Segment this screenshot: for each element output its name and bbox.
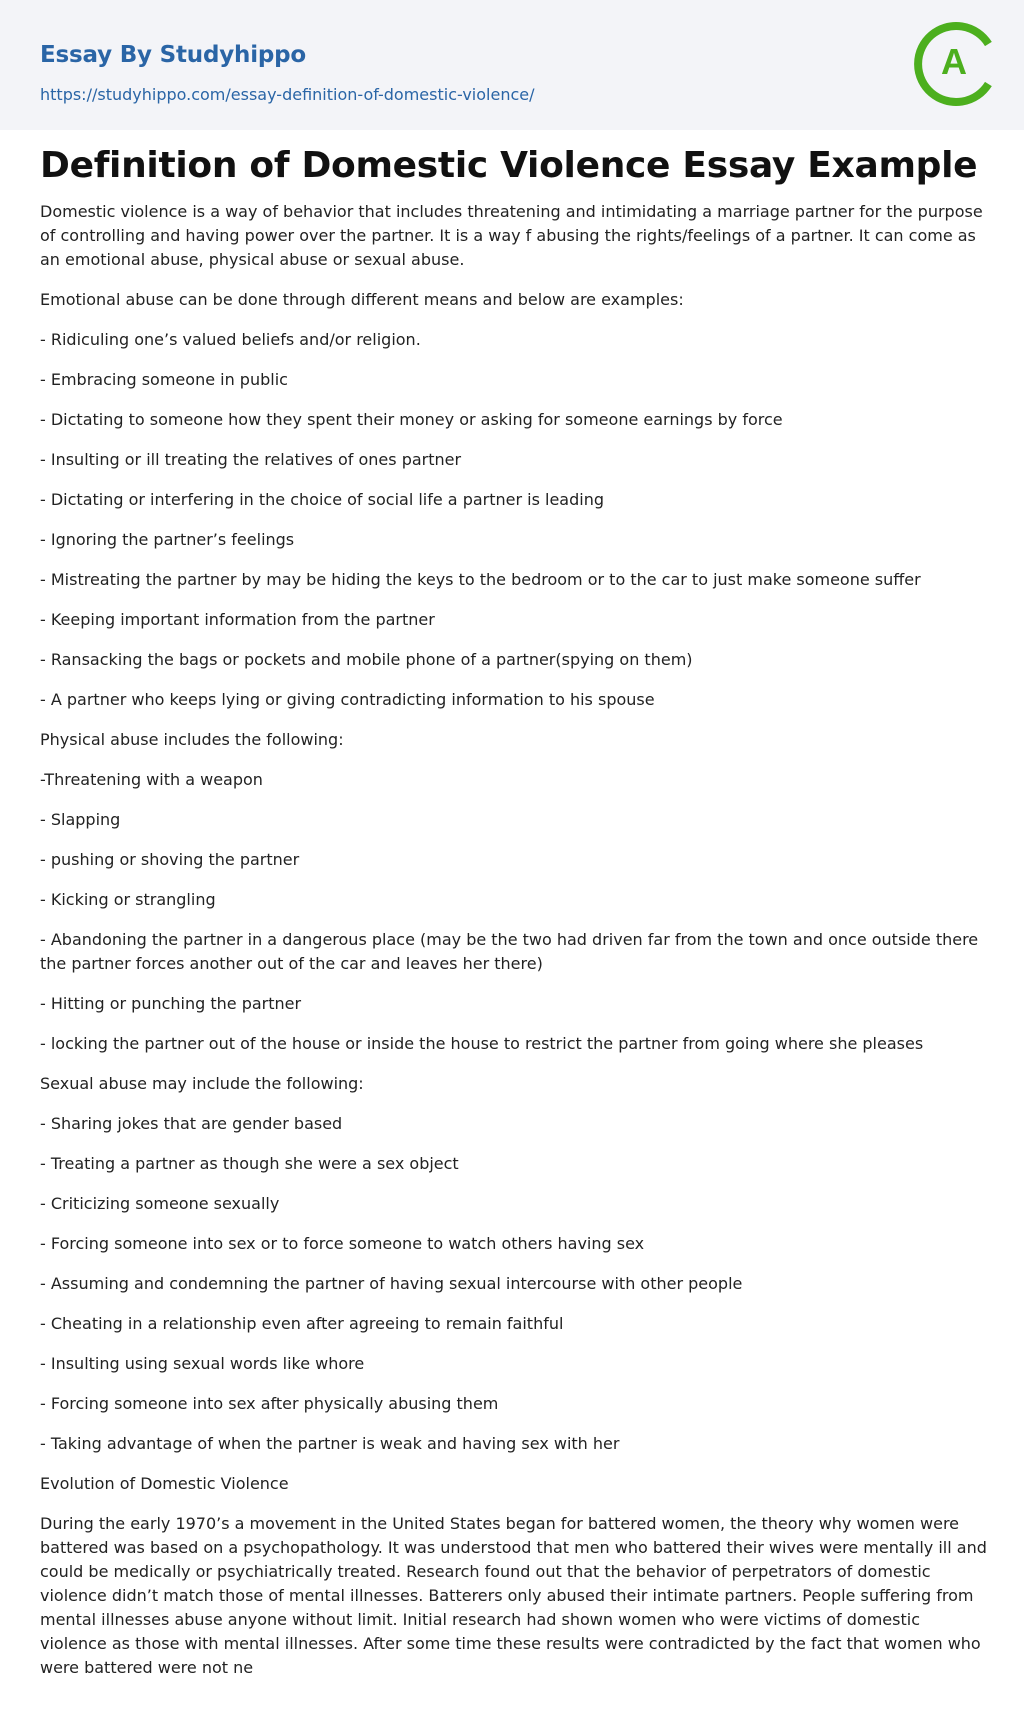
article-paragraph: - Criticizing someone sexually xyxy=(40,1194,280,1213)
brand-title[interactable]: Essay By Studyhippo xyxy=(40,42,307,68)
article-paragraph: - Insulting using sexual words like whore xyxy=(40,1354,365,1373)
article-paragraph: Domestic violence is a way of behavior that includes threatening and intimidating a marriage partner for the purpose of controlling and having power over the partner. It is a way f abusing the rights/feelings of a partner. It can come as an emotional abuse, physical abuse or sexual abuse. xyxy=(40,202,983,269)
article-body xyxy=(40,200,990,1680)
article-paragraph: - Embracing someone in public xyxy=(40,370,288,389)
article-paragraph: - Keeping important information from the partner xyxy=(40,610,435,629)
article-paragraph: Evolution of Domestic Violence xyxy=(40,1474,289,1493)
article-paragraph: - Treating a partner as though she were a sex object xyxy=(40,1154,459,1173)
article-paragraph: - Forcing someone into sex or to force someone to watch others having sex xyxy=(40,1234,645,1253)
article-paragraph: - Mistreating the partner by may be hiding the keys to the bedroom or to the car to just make someone suffer xyxy=(40,570,921,589)
article-paragraph: - Sharing jokes that are gender based xyxy=(40,1114,343,1133)
article-paragraph: - Insulting or ill treating the relatives of ones partner xyxy=(40,450,462,469)
article-paragraph: - Forcing someone into sex after physically abusing them xyxy=(40,1394,499,1413)
article-paragraph: -Threatening with a weapon xyxy=(40,770,263,789)
article-paragraph: - Slapping xyxy=(40,810,121,829)
site-header xyxy=(0,0,1024,130)
article-paragraph: Sexual abuse may include the following: xyxy=(40,1074,364,1093)
article-paragraph: - Kicking or strangling xyxy=(40,890,216,909)
studyhippo-logo-icon[interactable] xyxy=(908,18,1000,110)
article-paragraph: - Ransacking the bags or pockets and mobile phone of a partner(spying on them) xyxy=(40,650,693,669)
article-paragraph: Physical abuse includes the following: xyxy=(40,730,344,749)
article-paragraph: Emotional abuse can be done through different means and below are examples: xyxy=(40,290,684,309)
article-paragraph: - Abandoning the partner in a dangerous place (may be the two had driven far from the town and once outside there the partner forces another out of the car and leaves her there) xyxy=(40,930,979,973)
article-paragraph: - A partner who keeps lying or giving contradicting information to his spouse xyxy=(40,690,655,709)
page-title: Definition of Domestic Violence Essay Example xyxy=(40,145,978,186)
article-paragraph: During the early 1970’s a movement in the United States began for battered women, the theory why women were battered was based on a psychopathology. It was understood that men who battered their wives were mentally ill and could be medically or psychiatrically treated. Research found out that the behavior of perpetrators of domestic violence didn’t match those of mental illnesses. Batterers only abused their intimate partners. People suffering from mental illnesses abuse anyone without limit. Initial research had shown women who were victims of domestic violence as those with mental illnesses. After some time these results were contradicted by the fact that women who were battered were not ne xyxy=(40,1514,987,1677)
article-paragraph: - Dictating to someone how they spent their money or asking for someone earnings by force xyxy=(40,410,783,429)
article-paragraph: - Assuming and condemning the partner of having sexual intercourse with other people xyxy=(40,1274,743,1293)
article-paragraph: - Taking advantage of when the partner is weak and having sex with her xyxy=(40,1434,620,1453)
article-paragraph: - Cheating in a relationship even after agreeing to remain faithful xyxy=(40,1314,564,1333)
article xyxy=(40,140,990,1696)
article-paragraph: - Ridiculing one’s valued beliefs and/or religion. xyxy=(40,330,421,349)
article-paragraph: - Dictating or interfering in the choice of social life a partner is leading xyxy=(40,490,605,509)
essay-url-link[interactable]: https://studyhippo.com/essay-definition-of-domestic-violence/ xyxy=(40,85,535,104)
article-paragraph: - Hitting or punching the partner xyxy=(40,994,302,1013)
article-paragraph: - locking the partner out of the house or inside the house to restrict the partner from going where she pleases xyxy=(40,1034,924,1053)
article-paragraph: - Ignoring the partner’s feelings xyxy=(40,530,295,549)
logo-letter: A xyxy=(941,41,967,82)
article-paragraph: - pushing or shoving the partner xyxy=(40,850,300,869)
